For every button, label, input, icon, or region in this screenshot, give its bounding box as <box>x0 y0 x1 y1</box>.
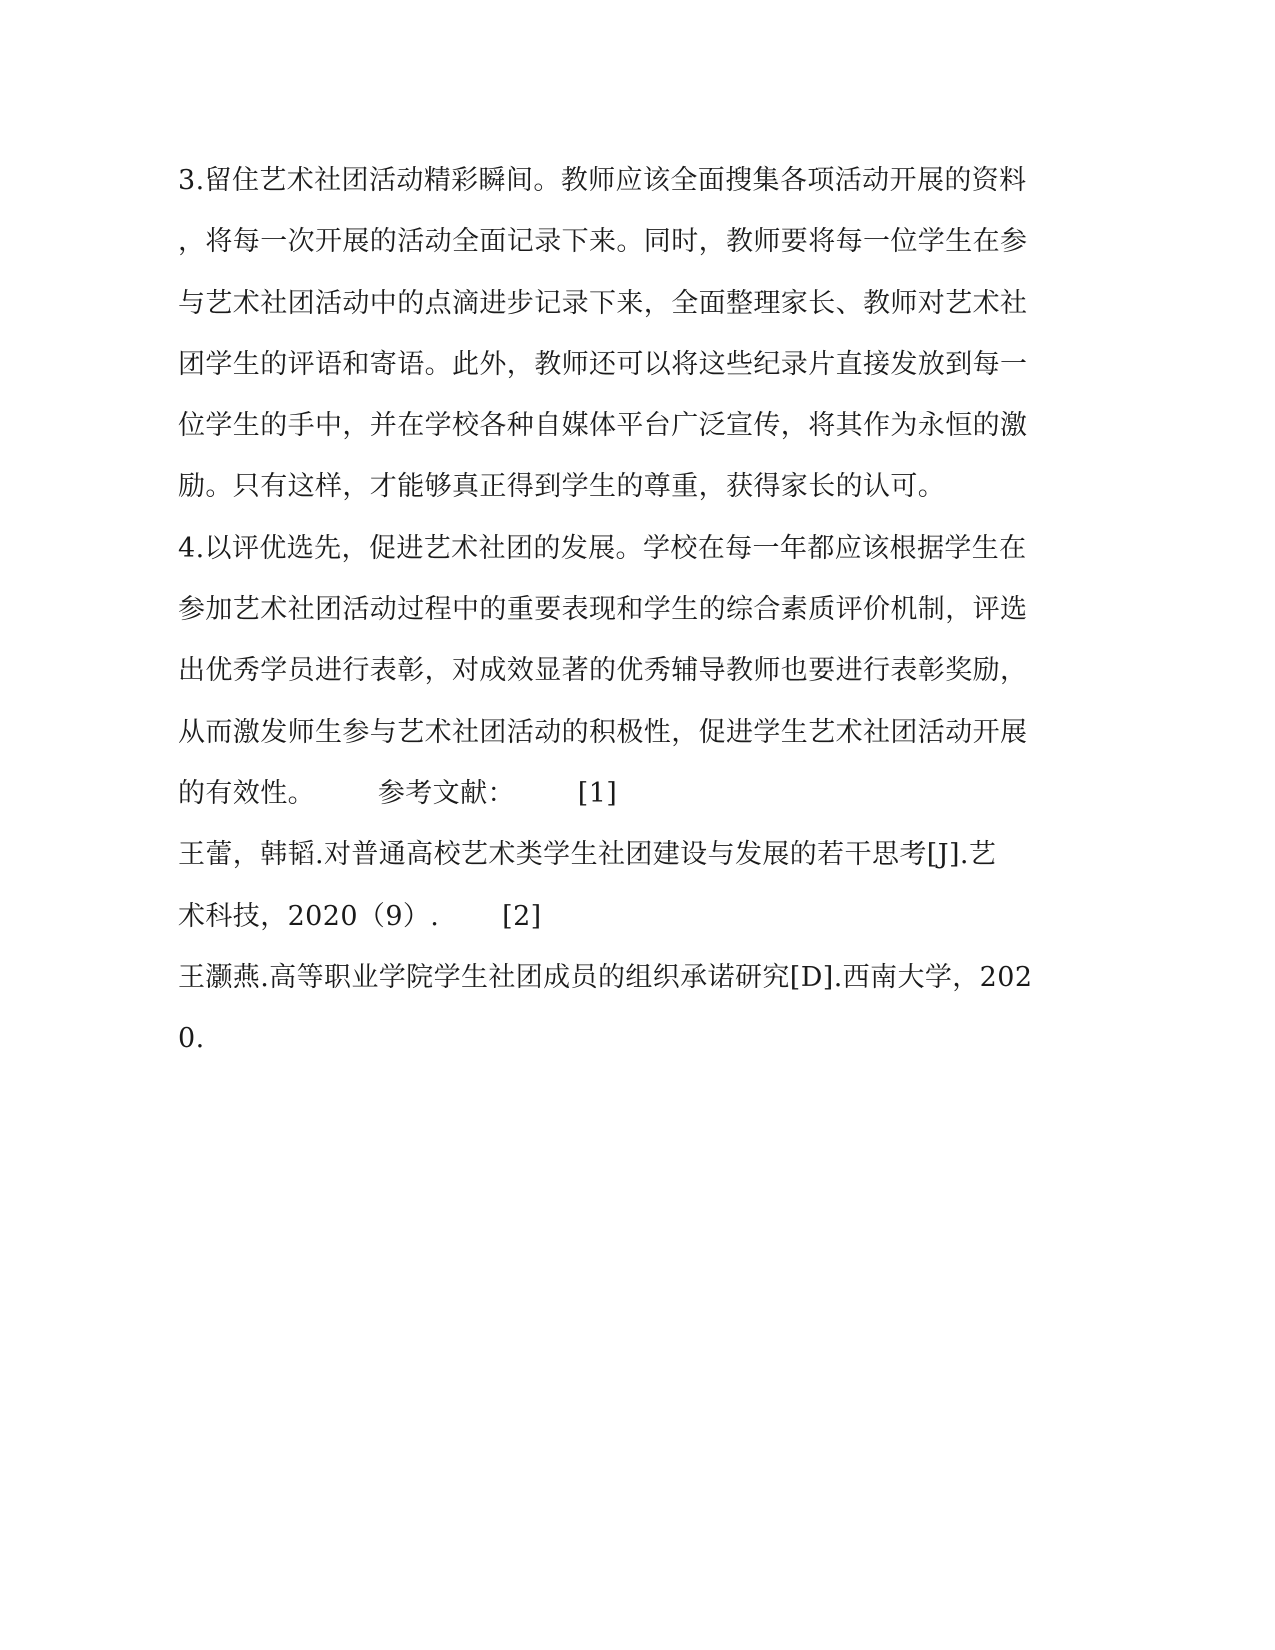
paragraph-3-line-4: 团学生的评语和寄语。此外，教师还可以将这些纪录片直接发放到每一 <box>178 348 1028 380</box>
references-heading-line: 的有效性。 参考文献： [1] <box>178 777 618 809</box>
reference-1-line-2: 术科技，2020（9）. [2] <box>178 900 542 932</box>
paragraph-4-line-4: 从而激发师生参与艺术社团活动的积极性，促进学生艺术社团活动开展 <box>178 716 1028 748</box>
paragraph-3-line-3: 与艺术社团活动中的点滴进步记录下来，全面整理家长、教师对艺术社 <box>178 287 1028 319</box>
paragraph-3-line-5: 位学生的手中，并在学校各种自媒体平台广泛宣传，将其作为永恒的激 <box>178 410 1028 442</box>
reference-2-line-2: 0. <box>178 1023 205 1055</box>
paragraph-3-line-2: ，将每一次开展的活动全面记录下来。同时，教师要将每一位学生在参 <box>178 226 1028 258</box>
paragraph-3-line-6: 励。只有这样，才能够真正得到学生的尊重，获得家长的认可。 <box>178 471 946 503</box>
paragraph-4-line-2: 参加艺术社团活动过程中的重要表现和学生的综合素质评价机制，评选 <box>178 594 1028 626</box>
paragraph-3-line-1: 3.留住艺术社团活动精彩瞬间。教师应该全面搜集各项活动开展的资料 <box>178 165 1027 196</box>
paragraph-4-line-3: 出优秀学员进行表彰，对成效显著的优秀辅导教师也要进行表彰奖励， <box>178 655 1028 687</box>
body-text <box>178 150 1058 1069</box>
paragraph-4-line-1: 4.以评优选先，促进艺术社团的发展。学校在每一年都应该根据学生在 <box>178 532 1027 564</box>
reference-1-line-1: 王蕾，韩韬.对普通高校艺术类学生社团建设与发展的若干思考[J].艺 <box>178 839 997 871</box>
reference-2-line-1: 王灏燕.高等职业学院学生社团成员的组织承诺研究[D].西南大学，202 <box>178 961 1033 993</box>
